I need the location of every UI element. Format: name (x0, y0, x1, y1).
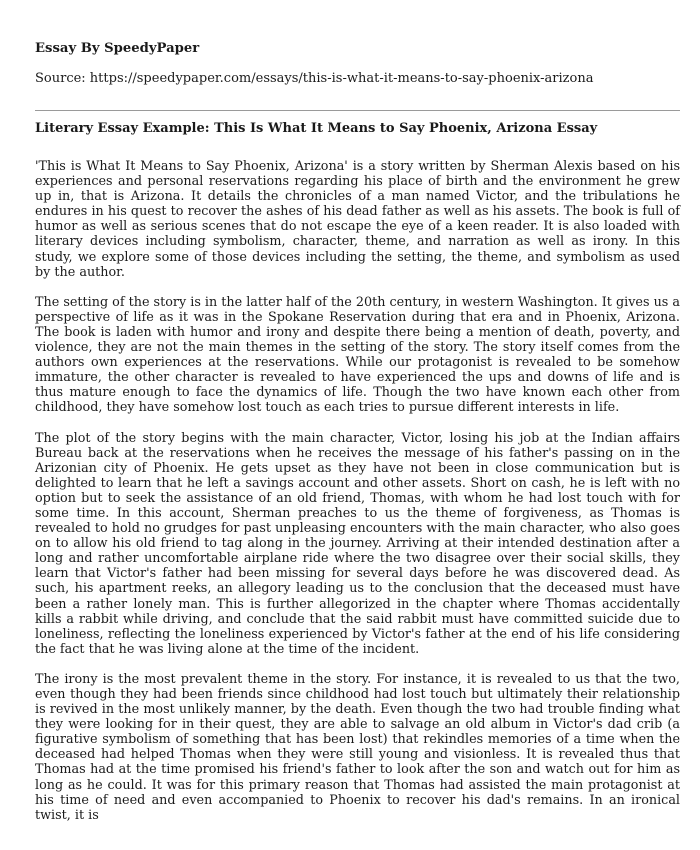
essay-title: Literary Essay Example: This Is What It Means to Say Phoenix, Arizona Essay (35, 121, 598, 136)
source-line: Source: https://speedypaper.com/essays/this-is-what-it-means-to-say-phoenix-arizona (35, 71, 594, 86)
document-brand: Essay By SpeedyPaper (35, 41, 200, 56)
essay-paragraph: 'This is What It Means to Say Phoenix, Arizona' is a story written by Sherman Alexis based on his experiences and personal reservations regarding his place of birth and the environment he grew up in, that is Arizona. It details the chronicles of a man named Victor, and the tribulations he endures in his quest to recover the ashes of his dead father as well as his assets. The book is full of humor as well as serious scenes that do not escape the eye of a keen reader. It is also loaded with literary devices including symbolism, character, theme, and narration as well as irony. In this study, we explore some of those devices including the setting, the theme, and symbolism as used by the author. (35, 159, 680, 280)
essay-paragraph: The irony is the most prevalent theme in the story. For instance, it is revealed to us that the two, even though they had been friends since childhood had lost touch but ultimately their relationship is revived in the most unlikely manner, by the death. Even though the two had trouble finding what they were looking for in their quest, they are able to salvage an old album in Victor's dad crib (a figurative symbolism of something that has been lost) that rekindles memories of a time when the deceased had helped Thomas when they were still young and visionless. It is revealed thus that Thomas had at the time promised his friend's father to look after the son and watch out for him as long as he could. It was for this primary reason that Thomas had assisted the main protagonist at his time of need and even accompanied to Phoenix to recover his dad's remains. In an ironical twist, it is (35, 671, 680, 823)
divider (35, 110, 680, 111)
essay-body (35, 159, 680, 838)
essay-paragraph: The plot of the story begins with the main character, Victor, losing his job at the Indian affairs Bureau back at the reservations when he receives the message of his father's passing on in the Arizonian city of Phoenix. He gets upset as they have not been in close communication but is delighted to learn that he left a savings account and other assets. Short on cash, he is left with no option but to seek the assistance of an old friend, Thomas, with whom he had lost touch with for some time. In this account, Sherman preaches to us the theme of forgiveness, as Thomas is revealed to hold no grudges for past unpleasing encounters with the main character, who also goes on to allow his old friend to tag along in the journey. Arriving at their intended destination after a long and rather uncomfortable airplane ride where the two disagree over their social skills, they learn that Victor's father had been missing for several days before he was discovered dead. As such, his apartment reeks, an allegory leading us to the conclusion that the deceased must have been a rather lonely man. This is further allegorized in the chapter where Thomas accidentally kills a rabbit while driving, and conclude that the said rabbit must have committed suicide due to loneliness, reflecting the loneliness experienced by Victor's father at the end of his life considering the fact that he was living alone at the time of the incident. (35, 430, 680, 657)
essay-paragraph: The setting of the story is in the latter half of the 20th century, in western Washington. It gives us a perspective of life as it was in the Spokane Reservation during that era and in Phoenix, Arizona. The book is laden with humor and irony and despite there being a mention of death, poverty, and violence, they are not the main themes in the setting of the story. The story itself comes from the authors own experiences at the reservations. While our protagonist is revealed to be somehow immature, the other character is revealed to have experienced the ups and downs of life and is thus mature enough to face the dynamics of life. Though the two have known each other from childhood, they have somehow lost touch as each tries to pursue different interests in life. (35, 294, 680, 416)
